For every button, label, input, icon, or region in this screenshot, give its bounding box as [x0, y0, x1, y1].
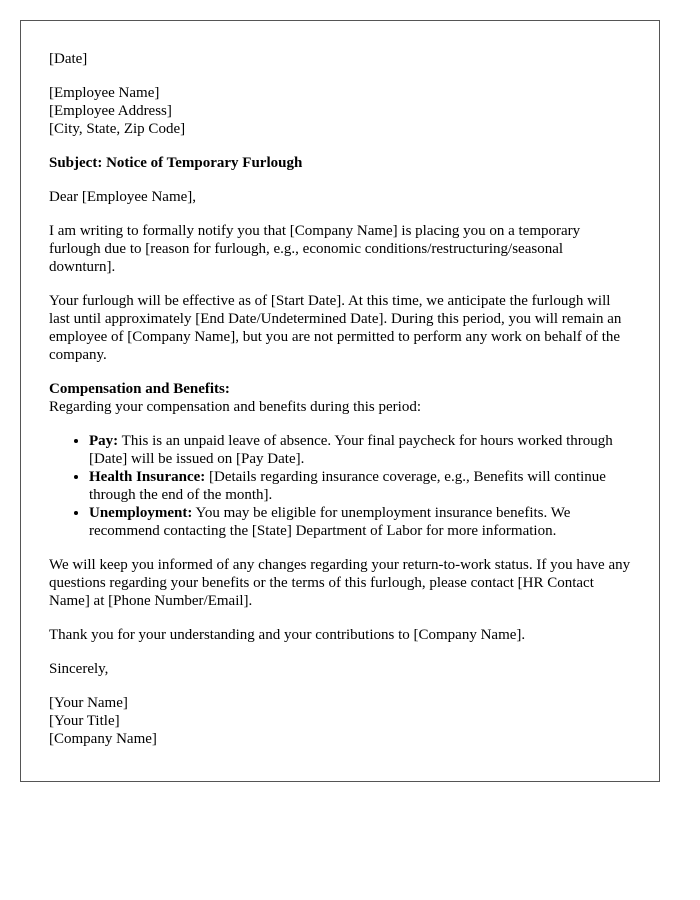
subject-line: Subject: Notice of Temporary Furlough [49, 155, 303, 171]
compensation-intro: Regarding your compensation and benefits during this period: [49, 399, 422, 415]
compensation-heading: Compensation and Benefits: [49, 381, 230, 397]
list-item-unemployment [89, 504, 631, 540]
health-insurance-term: Health Insurance: [89, 469, 206, 485]
salutation: Dear [Employee Name], [49, 189, 197, 205]
signature-company: [Company Name] [49, 731, 157, 747]
pay-term: Pay: [89, 433, 119, 449]
health-insurance-text: [Details regarding insurance coverage, e.g., Benefits will continue through the end of the month]. [89, 469, 606, 503]
recipient-address: [Employee Address] [49, 103, 172, 119]
unemployment-text: You may be eligible for unemployment insurance benefits. We recommend contacting the [State] Department of Labor for more information. [89, 505, 571, 539]
list-item-health-insurance [89, 468, 631, 504]
unemployment-term: Unemployment: [89, 505, 193, 521]
duration-paragraph: Your furlough will be effective as of [Start Date]. At this time, we anticipate the furlough will last until approximately [End Date/Undetermined Date]. During this period, you will remain an employee of [Company Name], but you are not permitted to perform any work on behalf of the company. [49, 293, 622, 363]
compensation-section [49, 380, 631, 540]
signature-name: [Your Name] [49, 695, 128, 711]
intro-paragraph: I am writing to formally notify you that [Company Name] is placing you on a temporary furlough due to [reason for furlough, e.g., economic conditions/restructuring/seasonal downturn]. [49, 223, 581, 275]
date-text: [Date] [49, 51, 88, 67]
recipient-address-block [49, 84, 631, 138]
thanks-paragraph: Thank you for your understanding and your contributions to [Company Name]. [49, 627, 526, 643]
date-line [49, 50, 631, 68]
recipient-city-state-zip: [City, State, Zip Code] [49, 121, 186, 137]
contact-paragraph: We will keep you informed of any changes regarding your return-to-work status. If you have any questions regarding your benefits or the terms of this furlough, please contact [HR Contact Name] at [Phone Number/Email]. [49, 557, 631, 609]
letter [20, 20, 660, 782]
signature-block [49, 694, 631, 748]
recipient-name: [Employee Name] [49, 85, 160, 101]
signature-title: [Your Title] [49, 713, 120, 729]
sign-off: Sincerely, [49, 661, 109, 677]
list-item-pay [89, 432, 631, 468]
benefits-list [49, 432, 631, 540]
pay-text: This is an unpaid leave of absence. Your final paycheck for hours worked through [Date] will be issued on [Pay Date]. [89, 433, 613, 467]
